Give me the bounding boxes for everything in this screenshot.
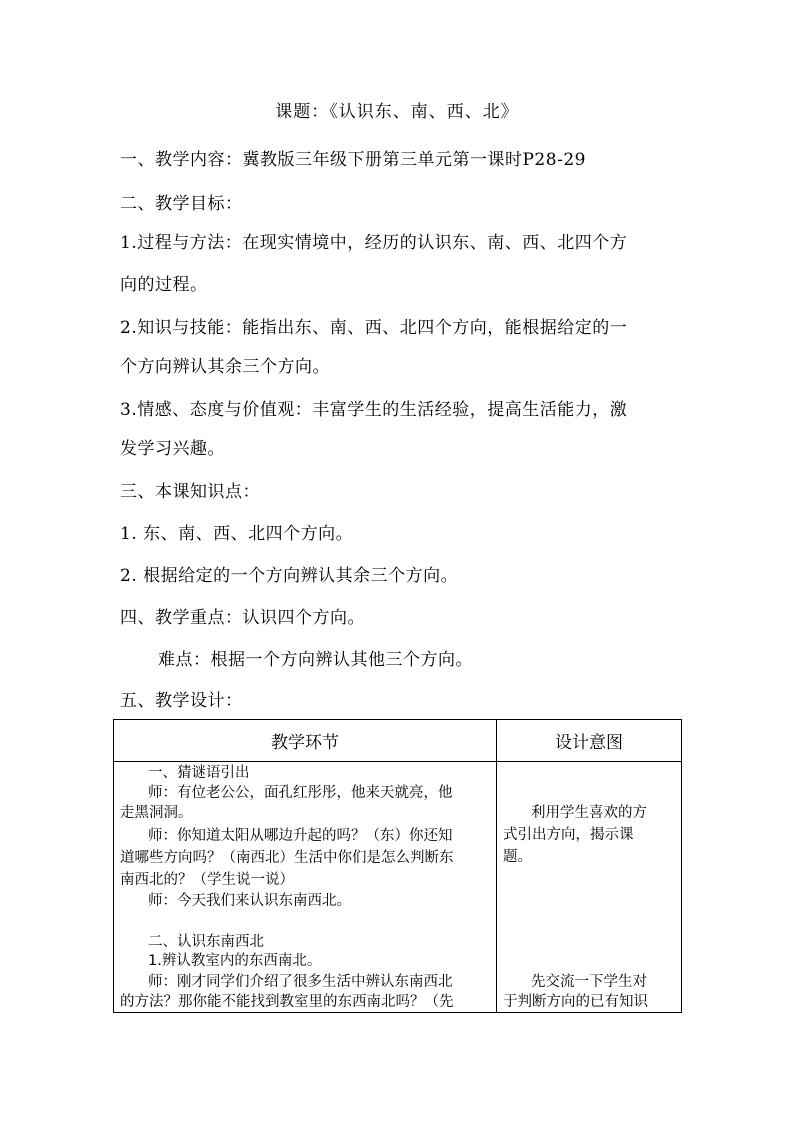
lesson-title: 课题：《认识东、南、西、北》 (275, 102, 519, 122)
teaching-design-table (113, 719, 682, 1013)
step-line: 二、认识东南西北 (148, 934, 264, 950)
step-line: 师：你知道太阳从哪边升起的吗？（东）你还知 (148, 828, 453, 844)
step-line: 师：有位老公公，面孔红彤彤，他来天就亮，他 (148, 785, 453, 801)
step-line: 道哪些方向吗？（南西北）生活中你们是怎么判断东 (120, 850, 454, 866)
section-key-points: 四、教学重点：认识四个方向。 (120, 608, 365, 628)
section-knowledge: 三、本课知识点： (120, 482, 260, 502)
objective-2-line-2: 个方向辨认其余三个方向。 (120, 357, 330, 377)
header-design-intent: 设计意图 (497, 720, 682, 762)
intent-line: 利用学生喜欢的方 (531, 805, 647, 821)
step-line: 师：今天我们来认识东南西北。 (148, 893, 351, 909)
step-line: 1.辨认教室内的东西南北。 (148, 953, 322, 969)
step-line: 的方法？那你能不能找到教室里的东西南北吗？（先 (120, 994, 454, 1010)
design-intent-cell (497, 762, 682, 1013)
step-line: 走黑洞洞。 (120, 805, 193, 821)
step-line: 师：刚才同学们介绍了很多生活中辨认东南西北 (148, 974, 453, 990)
intent-line: 于判断方向的已有知识 (503, 994, 648, 1010)
section-objectives: 二、教学目标： (120, 194, 243, 214)
objective-1-line-1: 1.过程与方法：在现实情境中，经历的认识东、南、西、北四个方 (120, 233, 628, 253)
intent-line: 先交流一下学生对 (531, 974, 647, 990)
objective-3-line-1: 3.情感、态度与价值观：丰富学生的生活经验，提高生活能力，激 (120, 400, 628, 420)
table-header-row (114, 720, 682, 762)
header-teaching-steps: 教学环节 (114, 720, 497, 762)
step-line: 一、猜谜语引出 (148, 765, 250, 781)
section-content: 一、教学内容：冀教版三年级下册第三单元第一课时P28-29 (120, 150, 586, 170)
objective-2-line-1: 2.知识与技能：能指出东、南、西、北四个方向，能根据给定的一 (120, 318, 628, 338)
knowledge-point-2: 2. 根据给定的一个方向辨认其余三个方向。 (120, 566, 459, 586)
objective-1-line-2: 向的过程。 (120, 275, 208, 295)
teaching-steps-cell (114, 762, 497, 1013)
objective-3-line-2: 发学习兴趣。 (120, 439, 225, 459)
knowledge-point-1: 1. 东、南、西、北四个方向。 (120, 524, 354, 544)
step-line: 南西北的？（学生说一说） (120, 872, 294, 888)
section-design: 五、教学设计： (120, 691, 243, 711)
table-row (114, 762, 682, 1013)
intent-line: 题。 (503, 849, 532, 865)
intent-line: 式引出方向，揭示课 (503, 827, 634, 843)
difficult-points: 难点：根据一个方向辨认其他三个方向。 (158, 650, 473, 670)
